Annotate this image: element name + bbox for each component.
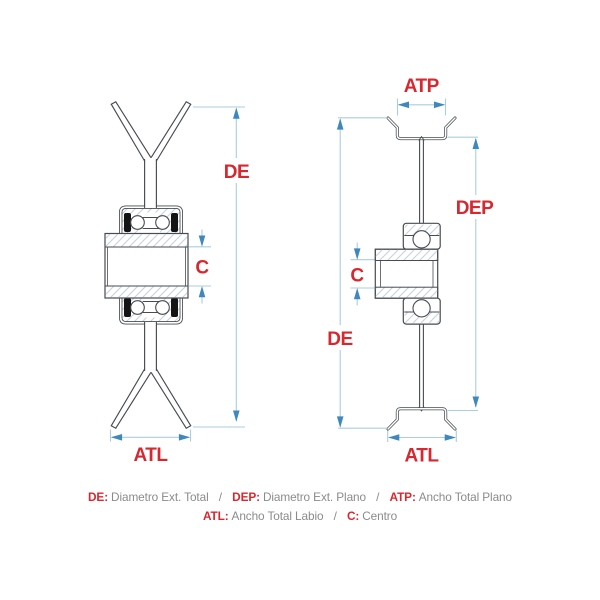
arrow-down — [233, 411, 240, 422]
right-de-label: DE — [327, 329, 353, 350]
left-flange-tip — [111, 426, 116, 429]
left-dimension-c — [189, 230, 211, 304]
left-bottom-flange-arm — [156, 369, 190, 426]
legend-separator: / — [333, 509, 337, 523]
left-bottom-flange-arm — [151, 373, 186, 429]
arrow-down — [473, 397, 480, 408]
left-hub-top-flange — [105, 234, 188, 248]
left-bottom-web-fill — [145, 322, 157, 371]
left-bottom-flange-arm — [111, 369, 144, 426]
left-top-flange-arm — [116, 102, 151, 158]
left-bottom-seal-left — [124, 298, 131, 317]
left-top-flange-arm — [156, 104, 190, 161]
left-flange-tip — [186, 102, 191, 105]
legend-separator: / — [376, 490, 380, 504]
left-dimension-atl — [111, 430, 191, 467]
left-bottom-seal-right — [171, 298, 178, 317]
legend-desc-dep: Diametro Ext. Plano — [262, 490, 366, 504]
arrow-left — [388, 434, 399, 441]
right-top-ball — [413, 231, 430, 248]
legend-abbr-de: DE: — [88, 490, 109, 504]
right-bottom-ball — [413, 300, 430, 317]
legend-desc-atp: Ancho Total Plano — [418, 490, 512, 504]
arrow-right — [445, 434, 456, 441]
right-dep-label: DEP — [455, 198, 494, 219]
legend-abbr-atp: ATP: — [389, 490, 416, 504]
arrow-up — [473, 138, 480, 149]
legend-desc-atl: Ancho Total Labio — [231, 509, 324, 523]
arrow-up — [354, 288, 361, 299]
arrow-up — [337, 118, 344, 129]
left-c-label: C — [195, 257, 209, 279]
arrow-left — [111, 434, 122, 441]
legend-desc-de: Diametro Ext. Total — [111, 490, 209, 504]
left-hub-bottom-flange — [105, 286, 188, 298]
right-dimension-atl — [388, 431, 457, 467]
right-top-cup-inner — [388, 118, 455, 139]
legend-desc-c: Centro — [362, 509, 398, 523]
legend-row-2 — [0, 507, 600, 526]
left-flange-tip — [186, 426, 191, 429]
left-top-flange-arm — [151, 102, 186, 158]
legend-abbr-c: C: — [346, 509, 360, 523]
left-top-seal-right — [171, 213, 178, 232]
left-top-seal-left — [124, 213, 131, 232]
left-pulley-section — [105, 102, 191, 428]
legend-abbr-atl: ATL: — [202, 509, 229, 523]
right-bottom-cup-inner — [388, 409, 455, 429]
left-top-ball-right — [156, 216, 170, 230]
legend-separator: / — [218, 490, 222, 504]
left-bottom-ball-right — [156, 301, 170, 315]
left-atl-label: ATL — [133, 445, 168, 466]
arrow-down — [354, 248, 361, 259]
arrow-down — [199, 236, 206, 247]
left-de-label: DE — [223, 162, 250, 183]
left-bottom-ball-left — [131, 301, 145, 315]
arrow-down — [337, 416, 344, 427]
arrow-up — [233, 108, 240, 119]
right-dimension-c — [350, 243, 374, 306]
left-top-flange-arm — [111, 104, 144, 161]
right-dimension-dep — [448, 137, 496, 410]
left-top-ball-left — [131, 216, 145, 230]
right-hub-top-flange — [375, 249, 437, 260]
right-c-label: C — [350, 265, 364, 287]
right-dimension-atp — [398, 76, 446, 116]
left-top-web-fill — [145, 159, 157, 208]
right-atp-label: ATP — [403, 76, 439, 97]
left-flange-tip — [111, 102, 116, 105]
right-pulley-section — [375, 118, 455, 429]
legend — [0, 488, 600, 526]
left-bottom-flange-arm — [116, 373, 151, 429]
right-hub-bottom-flange — [375, 287, 437, 298]
arrow-left — [398, 102, 409, 109]
arrow-up — [199, 286, 206, 297]
legend-row-1 — [0, 488, 600, 507]
arrow-right — [179, 434, 190, 441]
arrow-right — [434, 102, 445, 109]
right-atl-label: ATL — [404, 445, 439, 467]
legend-abbr-dep: DEP: — [232, 490, 260, 504]
